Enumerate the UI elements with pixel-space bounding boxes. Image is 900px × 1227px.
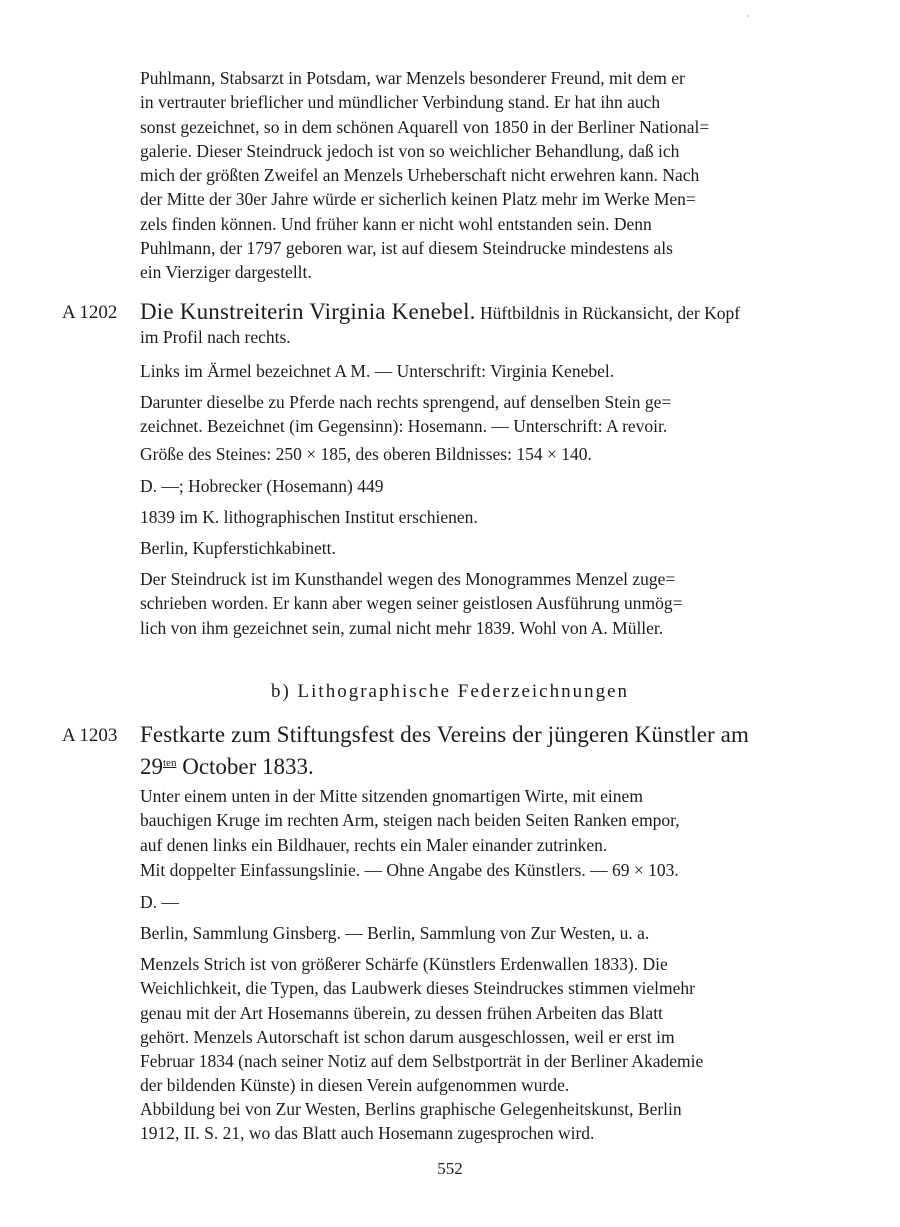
- text-line: Februar 1834 (nach seiner Notiz auf dem Selbstporträt in der Berliner Akademie: [140, 1051, 704, 1072]
- text-line: mich der größten Zweifel an Menzels Urheberschaft nicht erwehren kann. Nach: [140, 165, 700, 186]
- text-line: Menzels Strich ist von größerer Schärfe (Künstlers Erdenwallen 1833). Die: [140, 954, 668, 974]
- below-image-paragraph: [140, 390, 818, 439]
- section-heading: b) Lithographische Federzeichnungen: [270, 681, 630, 702]
- entry-title-line2: [140, 749, 830, 781]
- entry-heading: [140, 300, 820, 350]
- location-paragraph: [140, 536, 818, 560]
- text-line: schrieben worden. Er kann aber wegen seiner geistlosen Ausführung unmög=: [140, 593, 683, 614]
- intro-paragraph: [140, 66, 818, 285]
- note-paragraph: [140, 952, 818, 1098]
- references-paragraph: [140, 474, 818, 498]
- text-line: zeichnet. Bezeichnet (im Gegensinn): Hosemann. — Unterschrift: A revoir.: [140, 416, 668, 437]
- page-number: 552: [437, 1159, 463, 1178]
- text-line: der Mitte der 30er Jahre würde er sicherlich keinen Platz mehr im Werke Men=: [140, 189, 696, 210]
- text-line: gehört. Menzels Autorschaft ist schon darum ausgeschlossen, weil er erst im: [140, 1026, 675, 1047]
- text-line: galerie. Dieser Steindruck jedoch ist von so weichlicher Behandlung, daß ich: [140, 140, 680, 161]
- text-line: sonst gezeichnet, so in dem schönen Aquarell von 1850 in der Berliner National=: [140, 116, 710, 137]
- text-line: in vertrauter brieflicher und mündlicher Verbindung stand. Er hat ihn auch: [140, 92, 661, 113]
- text-line: Berlin, Sammlung Ginsberg. — Berlin, Sammlung von Zur Westen, u. a.: [140, 923, 650, 943]
- text-line: Puhlmann, Stabsarzt in Potsdam, war Menzels besonderer Freund, mit dem er: [140, 68, 685, 88]
- text-line: ein Vierziger dargestellt.: [140, 262, 312, 283]
- text-line: Puhlmann, der 1797 geboren war, ist auf diesem Steindrucke mindestens als: [140, 238, 673, 259]
- text-line: Darunter dieselbe zu Pferde nach rechts sprengend, auf denselben Stein ge=: [140, 392, 672, 412]
- entry-title-line2: im Profil nach rechts.: [140, 327, 291, 348]
- text-line: Mit doppelter Einfassungslinie. — Ohne Angabe des Künstlers. — 69 × 103.: [140, 860, 679, 880]
- entry-title: [140, 720, 830, 781]
- text-line: Abbildung bei von Zur Westen, Berlins graphische Gelegenheitskunst, Berlin: [140, 1099, 682, 1119]
- text-line: lich von ihm gezeichnet sein, zumal nicht mehr 1839. Wohl von A. Müller.: [140, 617, 664, 638]
- text-line: Links im Ärmel bezeichnet A M. — Unterschrift: Virginia Kenebel.: [140, 361, 615, 381]
- text-line: 1839 im K. lithographischen Institut erschienen.: [140, 507, 478, 527]
- entry-title-rest: Hüftbildnis in Rückansicht, der Kopf: [475, 303, 741, 323]
- text-line: auf denen links ein Bildhauer, rechts ein Maler einander zutrinken.: [140, 834, 608, 855]
- text-line: Unter einem unten in der Mitte sitzenden gnomartigen Wirte, mit einem: [140, 786, 643, 806]
- text-line: 1912, II. S. 21, wo das Blatt auch Hosemann zugesprochen wird.: [140, 1123, 595, 1144]
- text-line: D. —; Hobrecker (Hosemann) 449: [140, 476, 384, 496]
- entry-title: Die Kunstreiterin Virginia Kenebel.: [140, 299, 476, 324]
- paper-speck: [747, 15, 749, 17]
- entry-number: A 1202: [62, 302, 118, 323]
- text-line: D. —: [140, 892, 179, 912]
- location-paragraph: [140, 921, 818, 945]
- text-line: genau mit der Art Hosemanns überein, zu dessen frühen Arbeiten das Blatt: [140, 1002, 663, 1023]
- title-line2-rest: October 1833.: [176, 754, 314, 779]
- text-line: zels finden können. Und früher kann er nicht wohl entstanden sein. Denn: [140, 213, 652, 234]
- text-line: der bildenden Künste) in diesen Verein aufgenommen wurde.: [140, 1075, 570, 1096]
- text-line: bauchigen Kruge im rechten Arm, steigen nach beiden Seiten Ranken empor,: [140, 810, 680, 831]
- text-line: Der Steindruck ist im Kunsthandel wegen des Monogrammes Menzel zuge=: [140, 569, 676, 589]
- description-paragraph: [140, 784, 818, 857]
- title-day-superscript: ten: [163, 757, 177, 769]
- entry-title-line1: Festkarte zum Stiftungsfest des Vereins der jüngeren Künstler am: [140, 722, 749, 747]
- text-line: Größe des Steines: 250 × 185, des oberen Bildnisses: 154 × 140.: [140, 444, 592, 464]
- references-paragraph: [140, 890, 818, 914]
- note-paragraph: [140, 567, 818, 640]
- text-line: Weichlichkeit, die Typen, das Laubwerk dieses Steindruckes stimmen vielmehr: [140, 978, 695, 999]
- year-paragraph: [140, 505, 818, 529]
- entry-number: A 1203: [62, 725, 118, 746]
- illustration-paragraph: [140, 1097, 818, 1146]
- text-line: Berlin, Kupferstichkabinett.: [140, 538, 336, 558]
- border-paragraph: [140, 858, 818, 882]
- size-paragraph: [140, 442, 818, 466]
- signature-paragraph: [140, 359, 818, 383]
- title-day: 29: [140, 754, 163, 779]
